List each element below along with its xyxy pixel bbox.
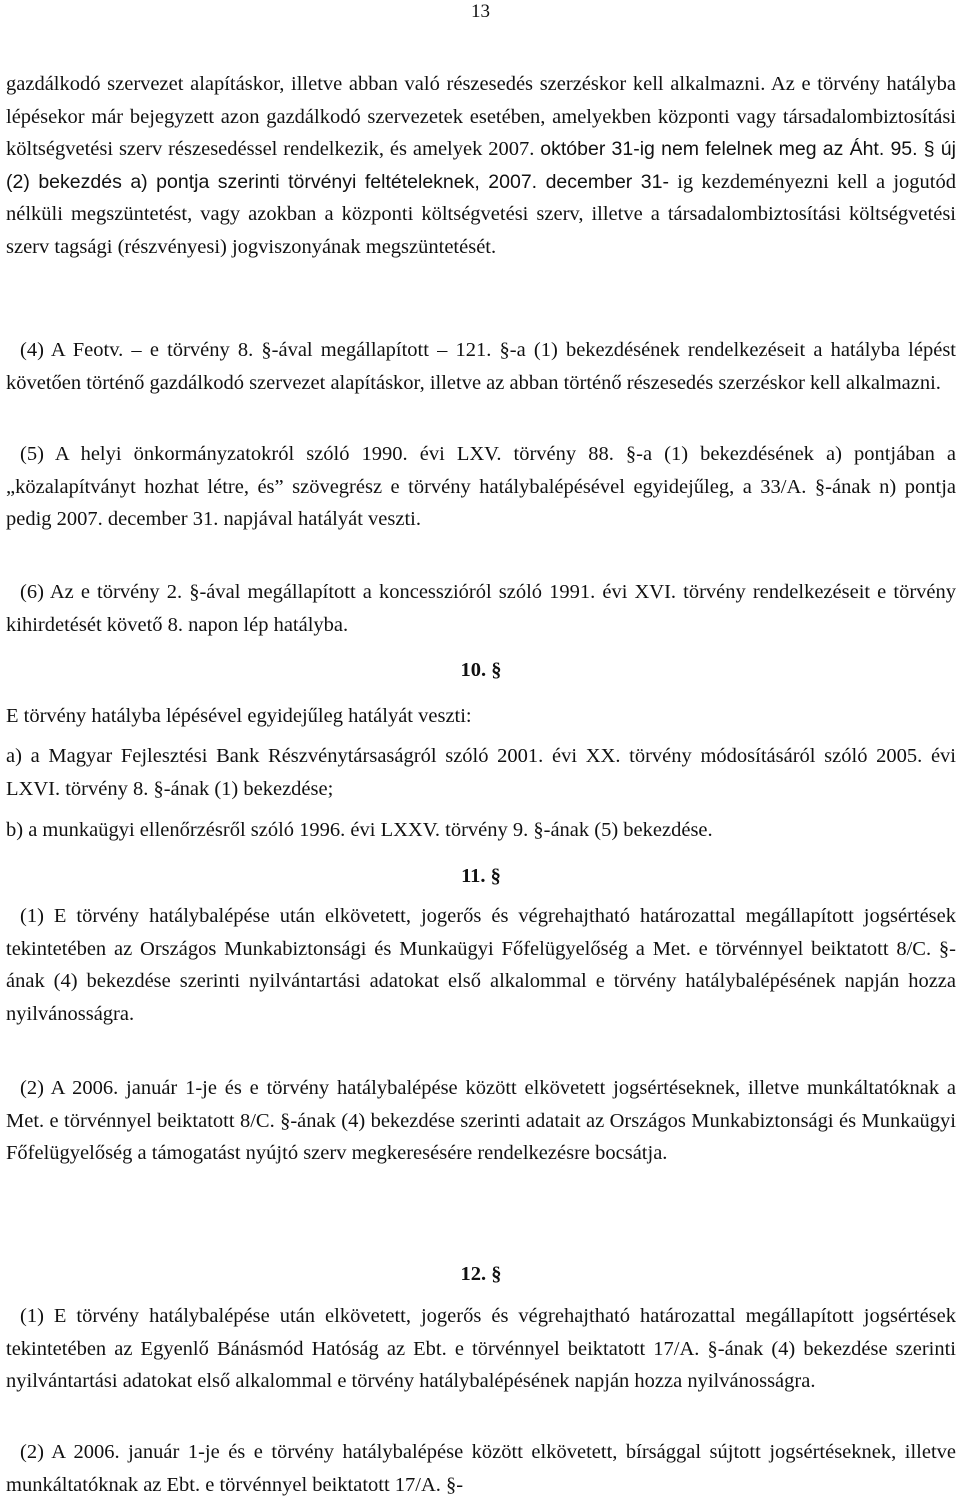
page-number: 13 xyxy=(471,1,490,22)
paragraph-continuation xyxy=(6,68,956,264)
paragraph-text: E törvény hatályba lépésével egyidejűleg hatályát veszti: xyxy=(6,705,472,727)
list-item: a) a Magyar Fejlesztési Bank Részvénytársaságról szóló 2001. évi XX. törvény módosításáról szóló 2005. évi LXVI. törvény 8. §-ának (1) bekezdése; xyxy=(6,745,956,800)
paragraph-6 xyxy=(6,576,956,641)
section-heading: 12. § xyxy=(460,1263,502,1285)
paragraph-text: (2) A 2006. január 1-je és e törvény hatálybalépése között elkövetett, bírsággal sújtott jogsértéseknek, illetve munkáltatóknak az Ebt. e törvénnyel beiktatott 17/A. §- xyxy=(6,1441,956,1496)
section-12-paragraph-2 xyxy=(6,1436,956,1501)
paragraph-5 xyxy=(6,438,956,536)
paragraph-4 xyxy=(6,334,956,399)
section-10-intro xyxy=(6,700,956,733)
paragraph-text-sans: október 31-ig nem felelnek meg az Áht. 95. § új (2) bekezdés a) pontja szerinti törvényi feltételeknek, 2007. december 31- xyxy=(6,138,956,193)
section-11-heading-block xyxy=(6,860,956,893)
section-12-paragraph-1 xyxy=(6,1300,956,1398)
section-10-item-a xyxy=(6,740,956,805)
paragraph-text: (1) E törvény hatálybalépése után elkövetett, jogerős és végrehajtható határozattal megállapított jogsértések tekintetében az Egyenlő Bánásmód Hatóság az Ebt. e törvénnyel beiktatott 17/A. §-ának (4) bekezdése szerinti nyilvántartási adatokat első alkalommal e törvény hatálybalépésének napján hozza nyilvánosságra. xyxy=(6,1305,956,1393)
paragraph-text: ig kezdeményezni kell a jogutód nélküli megszüntetést, vagy azokban a központi költségvetési szerv, illetve a társadalombiztosítási költségvetési szerv tagsági (részvényesi) jogviszonyának megszüntetését. xyxy=(6,170,956,258)
section-11-paragraph-1 xyxy=(6,900,956,1030)
section-10-item-b xyxy=(6,814,956,847)
paragraph-text: gazdálkodó szervezet alapításkor, illetve abban való részesedés szerzéskor kell alkalmazni. Az e törvény hatályba lépésekor már bejegyzett azon gazdálkodó szervezetek esetében, amelyekben központi vagy társadalombiztosítási költségvetési szerv részesedéssel rendelkezik, és amelyek 2007. xyxy=(6,73,956,161)
section-12-heading-block xyxy=(6,1258,956,1291)
section-heading: 10. § xyxy=(460,659,502,681)
paragraph-text: (6) Az e törvény 2. §-ával megállapított a koncesszióról szóló 1991. évi XVI. törvény rendelkezéseit e törvény kihirdetését követő 8. napon lép hatályba. xyxy=(6,581,956,636)
section-10-heading-block xyxy=(6,654,956,687)
paragraph-text: (2) A 2006. január 1-je és e törvény hatálybalépése között elkövetett jogsértéseknek, illetve munkáltatóknak a Met. e törvénnyel beiktatott 8/C. §-ának (4) bekezdése szerinti adatait az Országos Munkabiztonsági és Munkaügyi Főfelügyelőség a támogatást nyújtó szerv megkeresésére rendelkezésre bocsátja. xyxy=(6,1077,956,1165)
paragraph-text: (1) E törvény hatálybalépése után elkövetett, jogerős és végrehajtható határozattal megállapított jogsértések tekintetében az Országos Munkabiztonsági és Munkaügyi Főfelügyelőség a Met. e törvénnyel beiktatott 8/C. §-ának (4) bekezdése szerinti nyilvántartási adatokat első alkalommal e törvény hatálybalépésének napján hozza nyilvánosságra. xyxy=(6,905,956,1025)
section-heading: 11. § xyxy=(461,865,501,887)
list-item: b) a munkaügyi ellenőrzésről szóló 1996. évi LXXV. törvény 9. §-ának (5) bekezdése. xyxy=(6,819,713,841)
paragraph-text: (5) A helyi önkormányzatokról szóló 1990. évi LXV. törvény 88. §-a (1) bekezdésének a) pontjában a „közalapítványt hozhat létre, és” szövegrész e törvény hatálybalépésével egyidejűleg, a 33/A. §-ának n) pontja pedig 2007. december 31. napjával hatályát veszti. xyxy=(6,443,956,531)
section-11-paragraph-2 xyxy=(6,1072,956,1170)
paragraph-text: (4) A Feotv. – e törvény 8. §-ával megállapított – 121. §-a (1) bekezdésének rendelkezéseit a hatályba lépést követően történő gazdálkodó szervezet alapításkor, illetve az abban történő részesedés szerzéskor kell alkalmazni. xyxy=(6,339,956,394)
